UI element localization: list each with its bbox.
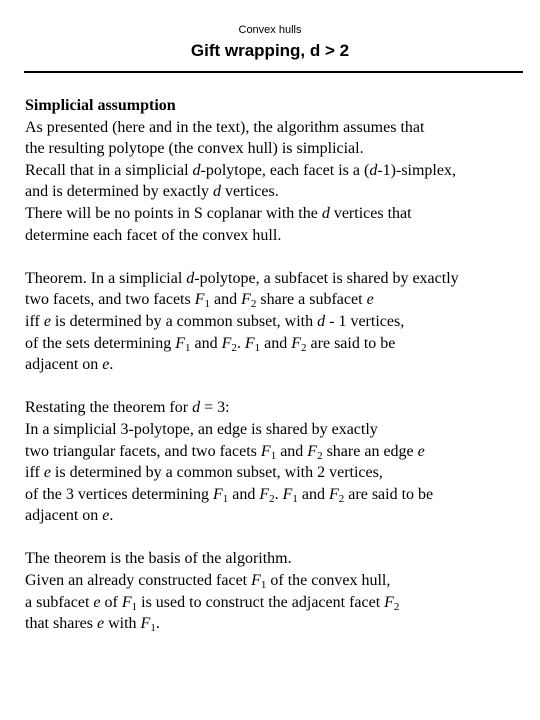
text-run: F xyxy=(384,593,394,611)
paragraph-gap xyxy=(25,376,530,398)
subscript: 1 xyxy=(222,492,229,505)
text-run: with xyxy=(104,615,141,633)
text-run: There will be no points in S coplanar with the xyxy=(25,204,322,222)
subscript: 2 xyxy=(338,492,345,505)
text-run: the resulting polytope (the convex hull) is simplicial. xyxy=(25,140,364,158)
paragraph-gap xyxy=(25,527,530,549)
text-run: F xyxy=(121,593,132,611)
text-run: = 3: xyxy=(200,399,230,417)
text-run: of the 3 vertices determining xyxy=(25,485,213,503)
text-line xyxy=(25,333,530,355)
text-run: F xyxy=(291,334,302,352)
text-run: e xyxy=(96,615,105,633)
text-run: iff xyxy=(25,464,44,482)
text-run: two facets, and two facets xyxy=(25,291,195,309)
text-run: -1)-simplex, xyxy=(377,161,456,179)
text-run: Theorem. In a simplicial xyxy=(25,269,187,287)
text-run: is determined by a common subset, with 2 vertices, xyxy=(50,464,383,482)
text-run: and xyxy=(210,291,242,309)
text-run: e xyxy=(43,464,51,482)
text-run: vertices. xyxy=(220,183,279,201)
text-run: d xyxy=(321,204,330,222)
text-run: . xyxy=(274,485,283,503)
text-run: adjacent on xyxy=(25,356,103,374)
text-line xyxy=(25,613,530,635)
text-run: e xyxy=(93,593,101,611)
text-line xyxy=(25,592,530,614)
text-run: In a simplicial 3-polytope, an edge is shared by exactly xyxy=(25,420,378,438)
subscript: 1 xyxy=(131,600,138,613)
text-line xyxy=(25,138,530,160)
text-run: F xyxy=(329,485,339,503)
text-run: F xyxy=(259,485,270,503)
text-run: -polytope, each facet is a ( xyxy=(200,161,370,179)
text-run: Given an already constructed facet xyxy=(25,572,252,590)
text-line xyxy=(25,117,530,139)
text-run: F xyxy=(175,334,185,352)
subscript: 2 xyxy=(231,341,237,354)
text-run: . xyxy=(155,615,160,633)
slide-title: Gift wrapping, d > 2 xyxy=(190,41,350,60)
slide-subject: Convex hulls xyxy=(238,24,302,36)
text-run: d xyxy=(369,161,378,179)
subscript: 2 xyxy=(393,600,400,613)
text-run: e xyxy=(366,291,374,309)
subscript: 1 xyxy=(270,449,277,462)
text-line xyxy=(25,225,530,247)
text-run: -polytope, a subfacet is shared by exactly xyxy=(194,269,459,287)
text-run: is used to construct the adjacent facet xyxy=(137,593,385,611)
text-run: F xyxy=(251,572,261,590)
text-run: F xyxy=(194,291,205,309)
text-line xyxy=(25,570,530,592)
text-line xyxy=(25,311,530,333)
text-run: share a subfacet xyxy=(256,291,367,309)
text-line xyxy=(25,354,530,376)
text-line xyxy=(25,419,530,441)
text-run: and xyxy=(297,485,329,503)
text-run: . xyxy=(236,334,245,352)
text-line xyxy=(25,505,530,527)
text-run: of xyxy=(100,593,122,611)
text-run: e xyxy=(102,507,110,525)
text-run: F xyxy=(244,334,255,352)
subscript: 2 xyxy=(317,449,323,462)
subscript: 2 xyxy=(269,492,275,505)
text-run: d xyxy=(192,161,201,179)
paragraph-simplicial-assumption xyxy=(25,95,530,246)
text-run: F xyxy=(282,485,293,503)
text-line xyxy=(25,548,530,570)
text-line xyxy=(25,462,530,484)
text-run: Recall that in a simplicial xyxy=(25,161,193,179)
subscript: 2 xyxy=(250,298,257,311)
text-run: adjacent on xyxy=(25,507,103,525)
text-run: Restating the theorem for xyxy=(25,399,193,417)
text-run: The theorem is the basis of the algorithm. xyxy=(25,550,292,568)
slide-body xyxy=(25,95,530,635)
text-line xyxy=(25,203,530,225)
text-run: d xyxy=(192,399,201,417)
text-line xyxy=(25,484,530,506)
text-run: share an edge xyxy=(322,442,418,460)
subscript: 1 xyxy=(292,492,298,505)
header-divider xyxy=(24,71,523,73)
text-run: F xyxy=(221,334,232,352)
subscript: 1 xyxy=(150,622,156,635)
text-run: e xyxy=(43,312,51,330)
subscript: 2 xyxy=(301,341,307,354)
text-line xyxy=(25,95,530,117)
subscript: 1 xyxy=(204,298,210,311)
text-line xyxy=(25,160,530,182)
text-run: and xyxy=(190,334,222,352)
text-run: d xyxy=(212,183,221,201)
paragraph-gap xyxy=(25,246,530,268)
text-run: of the convex hull, xyxy=(266,572,391,590)
subscript: 1 xyxy=(254,341,261,354)
text-run: - 1 vertices, xyxy=(325,312,405,330)
text-run: . xyxy=(109,356,114,374)
paragraph-theorem xyxy=(25,268,530,376)
text-run: d xyxy=(317,312,326,330)
text-run: F xyxy=(260,442,271,460)
text-run: F xyxy=(307,442,318,460)
text-run: F xyxy=(212,485,223,503)
text-line xyxy=(25,441,530,463)
text-run: e xyxy=(417,442,425,460)
text-line xyxy=(25,268,530,290)
text-run: vertices that xyxy=(329,204,412,222)
text-run: . xyxy=(109,507,114,525)
paragraph-restated-theorem xyxy=(25,397,530,527)
text-run: e xyxy=(102,356,110,374)
text-run: two triangular facets, and two facets xyxy=(25,442,261,460)
subscript: 1 xyxy=(184,341,191,354)
text-run: d xyxy=(186,269,195,287)
text-run: iff xyxy=(25,312,44,330)
text-run: and xyxy=(260,334,292,352)
subscript: 1 xyxy=(260,579,267,592)
text-line xyxy=(25,289,530,311)
text-run: a subfacet xyxy=(25,593,94,611)
text-run: are said to be xyxy=(306,334,396,352)
text-line xyxy=(25,181,530,203)
text-run: is determined by a common subset, with xyxy=(50,312,318,330)
text-run: F xyxy=(140,615,151,633)
text-run: F xyxy=(241,291,251,309)
text-line xyxy=(25,397,530,419)
section-heading: Simplicial assumption xyxy=(25,97,176,114)
text-run: of the sets determining xyxy=(25,334,176,352)
text-run: and xyxy=(228,485,260,503)
paragraph-algorithm-basis xyxy=(25,548,530,634)
text-run: determine each facet of the convex hull. xyxy=(25,226,282,244)
text-run: and is determined by exactly xyxy=(25,183,213,201)
text-run: are said to be xyxy=(344,485,434,503)
text-run: As presented (here and in the text), the algorithm assumes that xyxy=(25,118,425,136)
text-run: and xyxy=(276,442,308,460)
text-run: that shares xyxy=(25,615,97,633)
